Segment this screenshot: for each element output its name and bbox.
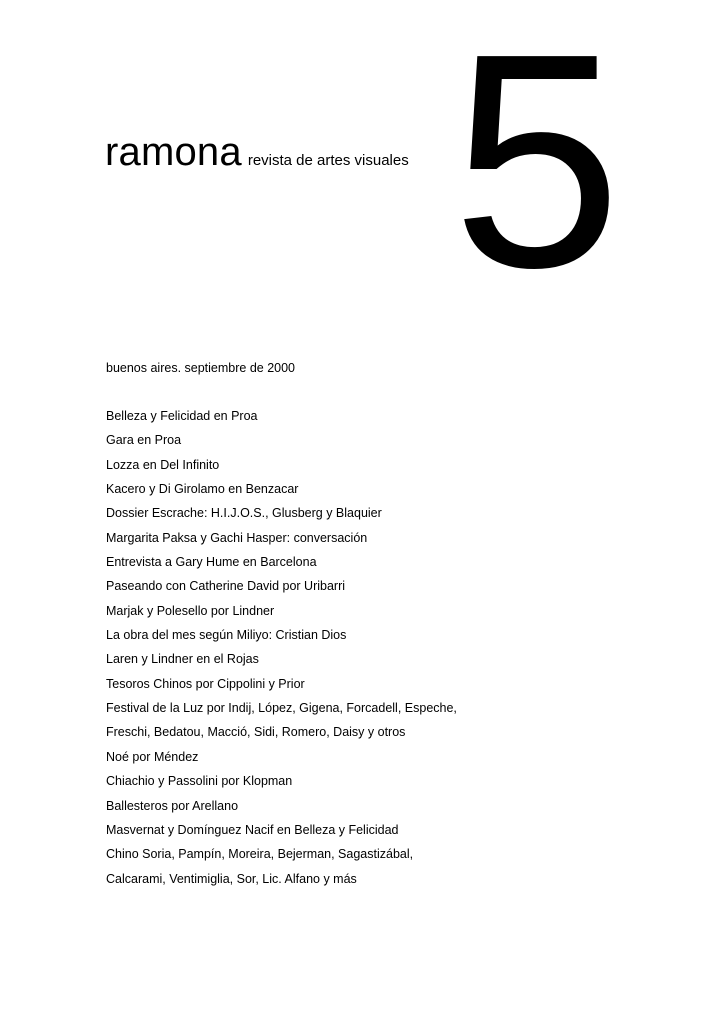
magazine-subtitle: revista de artes visuales [247, 152, 409, 169]
masthead [105, 128, 409, 176]
toc-item: Tesoros Chinos por Cippolini y Prior [106, 676, 305, 691]
issue-number: 5 [452, 0, 618, 331]
toc-item: Margarita Paksa y Gachi Hasper: conversación [106, 530, 368, 545]
table-of-contents [106, 407, 457, 894]
toc-item: Kacero y Di Girolamo en Benzacar [106, 482, 299, 497]
toc-item: Chiachio y Passolini por Klopman [106, 774, 293, 789]
toc-item: Paseando con Catherine David por Uribarri [106, 579, 346, 594]
toc-item: Laren y Lindner en el Rojas [106, 652, 259, 667]
toc-item: Noé por Méndez [106, 749, 199, 764]
toc-item: Ballesteros por Arellano [106, 798, 239, 813]
toc-item: Entrevista a Gary Hume en Barcelona [106, 555, 317, 570]
toc-item: Freschi, Bedatou, Macció, Sidi, Romero, Daisy y otros [106, 725, 406, 740]
toc-item: Chino Soria, Pampín, Moreira, Bejerman, Sagastizábal, [106, 847, 414, 862]
toc-item: La obra del mes según Miliyo: Cristian Dios [106, 628, 347, 643]
toc-item: Marjak y Polesello por Lindner [106, 603, 275, 618]
toc-item: Lozza en Del Infinito [106, 457, 220, 472]
toc-item: Masvernat y Domínguez Nacif en Belleza y Felicidad [106, 822, 399, 837]
toc-item: Dossier Escrache: H.I.J.O.S., Glusberg y Blaquier [106, 506, 382, 521]
magazine-title: ramona [105, 130, 242, 174]
toc-item: Belleza y Felicidad en Proa [106, 409, 258, 423]
dateline: buenos aires. septiembre de 2000 [106, 361, 296, 375]
toc-item: Festival de la Luz por Indij, López, Gigena, Forcadell, Espeche, [106, 701, 457, 716]
toc-item: Gara en Proa [106, 433, 182, 448]
toc-item: Calcarami, Ventimiglia, Sor, Lic. Alfano y más [106, 871, 357, 886]
